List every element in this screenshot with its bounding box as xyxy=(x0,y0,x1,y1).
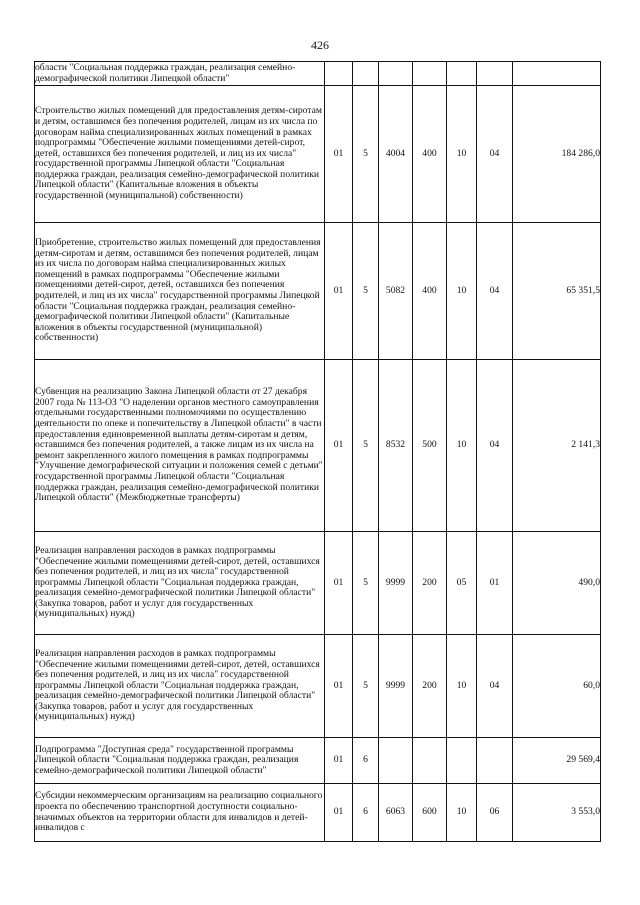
expense-type-code: 400 xyxy=(413,86,447,223)
section-code xyxy=(447,62,477,86)
direction-code: 6063 xyxy=(379,784,413,842)
direction-code: 9999 xyxy=(379,532,413,635)
program-code: 01 xyxy=(325,635,353,738)
subprogram-code: 5 xyxy=(353,360,379,532)
subsection-code: 04 xyxy=(477,360,513,532)
amount: 2 141,3 xyxy=(513,360,601,532)
subsection-code: 06 xyxy=(477,784,513,842)
subsection-code: 04 xyxy=(477,635,513,738)
table-row xyxy=(35,784,601,842)
direction-code: 8532 xyxy=(379,360,413,532)
amount: 60,0 xyxy=(513,635,601,738)
expense-type-code: 200 xyxy=(413,532,447,635)
direction-code xyxy=(379,62,413,86)
row-description: Приобретение, строительство жилых помещений для предоставления детям-сиротам и детям, оставшимся без попечения родителей, лицам из их числа по договорам найма специализированных жилых помещений в рамках подпрограммы "Обеспечение жилыми помещениями детей-сирот, детей, оставшихся без попечения родителей, и лиц из их числа" государственной программы Липецкой области "Социальная поддержка граждан, реализация семейно-демографической политики Липецкой области" (Капитальные вложения в объекты государственной (муниципальной) собственности) xyxy=(35,223,325,360)
table-row xyxy=(35,223,601,360)
amount: 3 553,0 xyxy=(513,784,601,842)
amount xyxy=(513,62,601,86)
expense-type-code: 600 xyxy=(413,784,447,842)
row-description: Субвенция на реализацию Закона Липецкой области от 27 декабря 2007 года № 113-ОЗ "О наделении органов местного самоуправления отдельными государственными полномочиями по осуществлению деятельности по опеке и попечительству в Липецкой области" в части предоставления единовременной выплаты детям-сиротам и детям, оставшимся без попечения родителей, а также лицам из их числа на ремонт закрепленного жилого помещения в рамках подпрограммы "Улучшение демографической ситуации и положения семей с детьми" государственной программы Липецкой области "Социальная поддержка граждан, реализация семейно-демографической политики Липецкой области" (Межбюджетные трансферты) xyxy=(35,360,325,532)
row-description: Реализация направления расходов в рамках подпрограммы "Обеспечение жилыми помещениями детей-сирот, детей, оставшихся без попечения родителей, и лиц из их числа" государственной программы Липецкой области "Социальная поддержка граждан, реализация семейно-демографической политики Липецкой области" (Закупка товаров, работ и услуг для государственных (муниципальных) нужд) xyxy=(35,532,325,635)
amount: 29 569,4 xyxy=(513,738,601,784)
section-code: 10 xyxy=(447,223,477,360)
subsection-code: 04 xyxy=(477,223,513,360)
subprogram-code: 6 xyxy=(353,784,379,842)
table-row xyxy=(35,86,601,223)
subprogram-code: 5 xyxy=(353,86,379,223)
table-row xyxy=(35,62,601,86)
program-code: 01 xyxy=(325,360,353,532)
amount: 184 286,0 xyxy=(513,86,601,223)
row-description: Реализация направления расходов в рамках подпрограммы "Обеспечение жилыми помещениями детей-сирот, детей, оставшихся без попечения родителей, и лиц из их числа" государственной программы Липецкой области "Социальная поддержка граждан, реализация семейно-демографической политики Липецкой области" (Закупка товаров, работ и услуг для государственных (муниципальных) нужд) xyxy=(35,635,325,738)
subsection-code xyxy=(477,738,513,784)
section-code xyxy=(447,738,477,784)
section-code: 05 xyxy=(447,532,477,635)
row-description: Подпрограмма "Доступная среда" государственной программы Липецкой области "Социальная поддержка граждан, реализация семейно-демографической политики Липецкой области" xyxy=(35,738,325,784)
section-code: 10 xyxy=(447,360,477,532)
program-code xyxy=(325,62,353,86)
budget-table xyxy=(34,61,601,842)
amount: 490,0 xyxy=(513,532,601,635)
page-number: 426 xyxy=(311,38,329,52)
direction-code: 9999 xyxy=(379,635,413,738)
section-code: 10 xyxy=(447,784,477,842)
subprogram-code: 5 xyxy=(353,532,379,635)
expense-type-code: 500 xyxy=(413,360,447,532)
program-code: 01 xyxy=(325,738,353,784)
program-code: 01 xyxy=(325,532,353,635)
table-row xyxy=(35,738,601,784)
row-description: Строительство жилых помещений для предоставления детям-сиротам и детям, оставшимся без попечения родителей, лицам из их числа по договорам найма специализированных жилых помещений в рамках подпрограммы "Обеспечение жилыми помещениями детей-сирот, детей, оставшихся без попечения родителей, и лиц из их числа" государственной программы Липецкой области "Социальная поддержка граждан, реализация семейно-демографической политики Липецкой области" (Капитальные вложения в объекты государственной (муниципальной) собственности) xyxy=(35,86,325,223)
table-row xyxy=(35,360,601,532)
subprogram-code: 5 xyxy=(353,635,379,738)
expense-type-code: 200 xyxy=(413,635,447,738)
program-code: 01 xyxy=(325,86,353,223)
table-row xyxy=(35,532,601,635)
direction-code: 4004 xyxy=(379,86,413,223)
subprogram-code xyxy=(353,62,379,86)
expense-type-code xyxy=(413,62,447,86)
row-description: Субсидии некоммерческим организациям на реализацию социального проекта по обеспечению транспортной доступности социально-значимых объектов на территории области для инвалидов и детей-инвалидов с xyxy=(35,784,325,842)
subsection-code: 04 xyxy=(477,86,513,223)
table-row xyxy=(35,635,601,738)
section-code: 10 xyxy=(447,86,477,223)
section-code: 10 xyxy=(447,635,477,738)
program-code: 01 xyxy=(325,784,353,842)
subprogram-code: 5 xyxy=(353,223,379,360)
expense-type-code xyxy=(413,738,447,784)
row-description: области "Социальная поддержка граждан, реализация семейно-демографической политики Липецкой области" xyxy=(35,62,325,86)
expense-type-code: 400 xyxy=(413,223,447,360)
subprogram-code: 6 xyxy=(353,738,379,784)
subsection-code xyxy=(477,62,513,86)
program-code: 01 xyxy=(325,223,353,360)
subsection-code: 01 xyxy=(477,532,513,635)
direction-code: 5082 xyxy=(379,223,413,360)
amount: 65 351,5 xyxy=(513,223,601,360)
direction-code xyxy=(379,738,413,784)
